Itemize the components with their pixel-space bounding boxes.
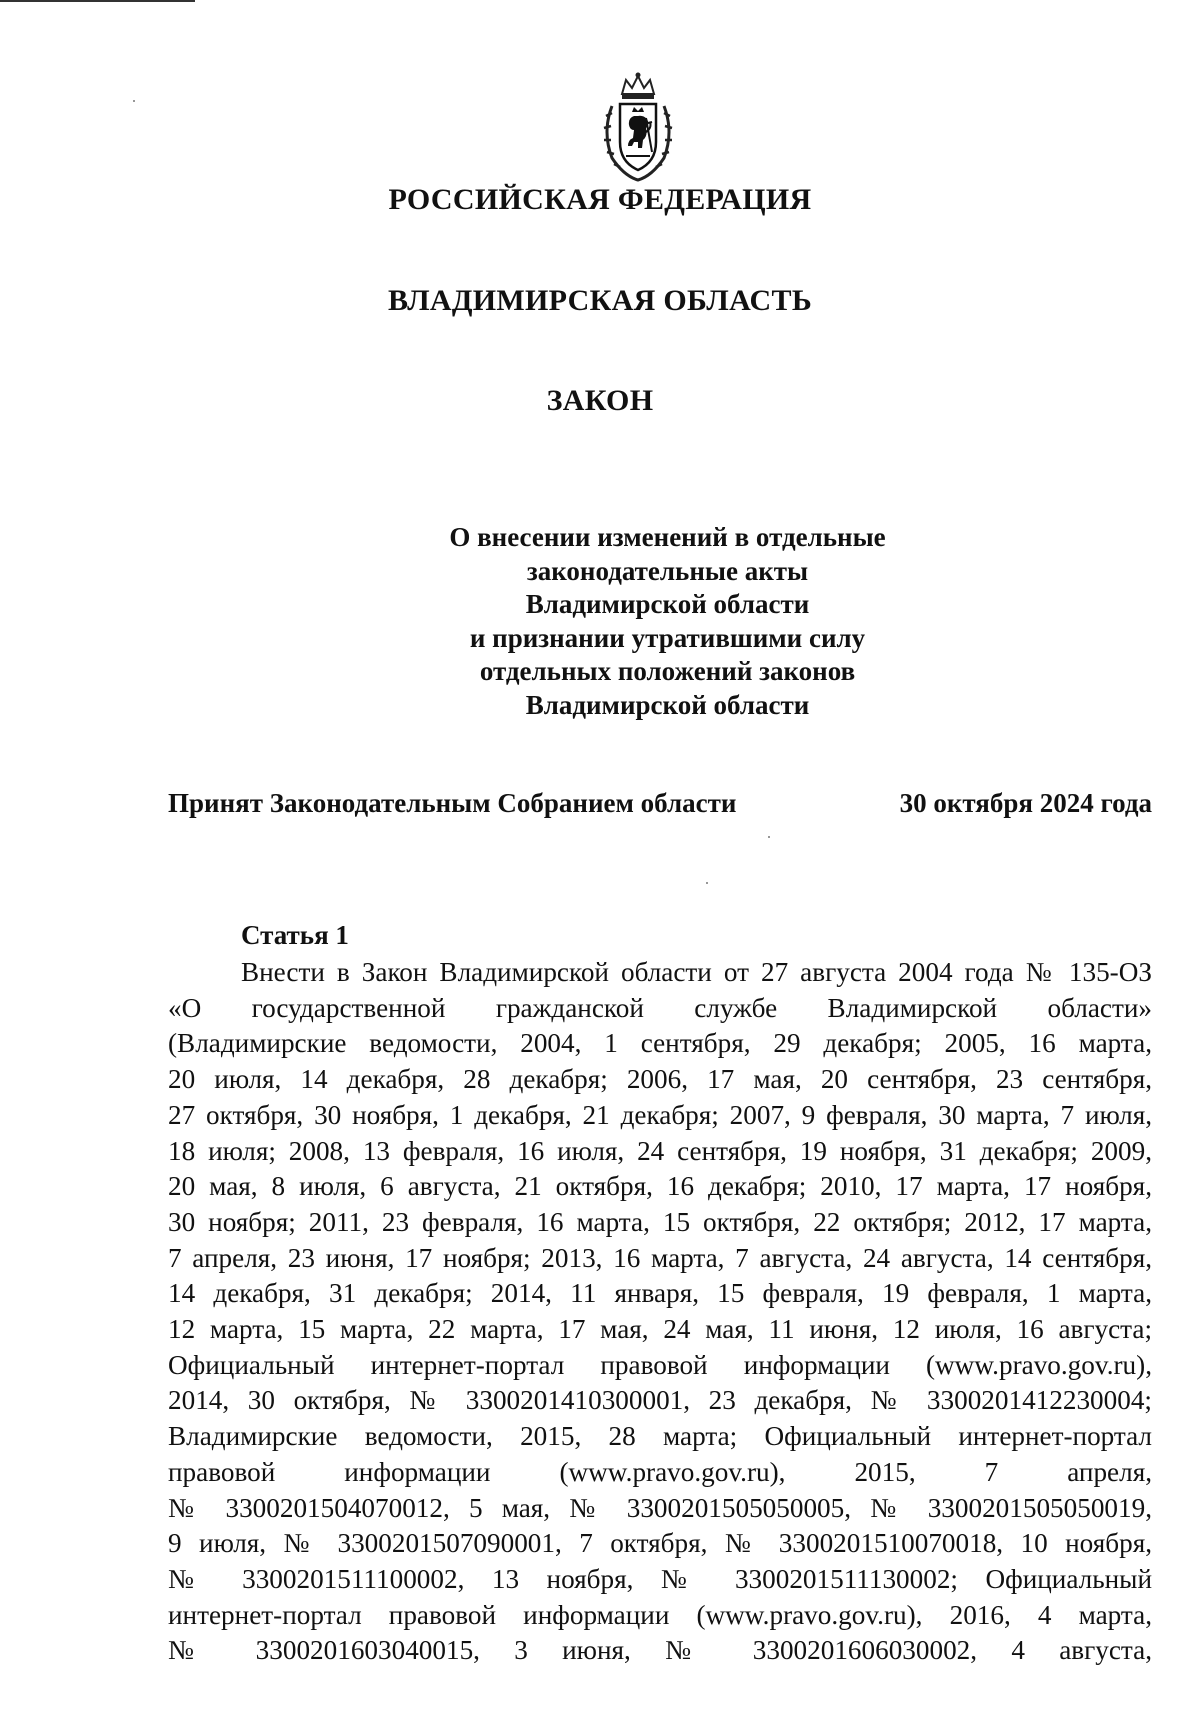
body-line: 7 апреля, 23 июня, 17 ноября; 2013, 16 марта, 7 августа, 24 августа, 14 сентября, <box>168 1242 1152 1273</box>
article-body <box>168 955 1152 1669</box>
body-line: № 3300201504070012, 5 мая, № 3300201505050005, № 3300201505050019, <box>168 1492 1152 1523</box>
body-line: 12 марта, 15 марта, 22 марта, 17 мая, 24 мая, 11 июня, 12 июля, 16 августа; <box>168 1314 1152 1345</box>
scan-speck <box>706 882 708 884</box>
body-line: № 3300201603040015, 3 июня, № 3300201606030002, 4 августа, <box>168 1635 1152 1666</box>
body-line: 20 мая, 8 июля, 6 августа, 21 октября, 16 декабря; 2010, 17 марта, 17 ноября, <box>168 1171 1152 1202</box>
law-title <box>300 521 1035 723</box>
law-title-line: отдельных положений законов <box>479 656 856 687</box>
adopted-by: Принят Законодательным Собранием области <box>168 788 737 818</box>
body-line: «О государственной гражданской службе Владимирской области» <box>168 992 1152 1023</box>
vladimir-coat-of-arms-icon <box>598 72 678 184</box>
law-title-line: и признании утратившими силу <box>469 622 866 653</box>
body-line: интернет-портал правовой информации (www.pravo.gov.ru), 2016, 4 марта, <box>168 1599 1152 1630</box>
law-title-line: законодательные акты <box>526 555 809 586</box>
scan-speck <box>133 100 135 102</box>
body-line: Владимирские ведомости, 2015, 28 марта; Официальный интернет-портал <box>168 1421 1152 1452</box>
federation-heading: РОССИЙСКАЯ ФЕДЕРАЦИЯ <box>388 183 812 216</box>
document-type-heading: ЗАКОН <box>546 384 654 417</box>
body-line: № 3300201511100002, 13 ноября, № 3300201511130002; Официальный <box>168 1563 1152 1594</box>
article-title: Статья 1 <box>241 920 349 950</box>
law-title-line: Владимирской области <box>525 689 810 720</box>
law-title-line: О внесении изменений в отдельные <box>449 522 886 552</box>
body-line: 14 декабря, 31 декабря; 2014, 11 января, 15 февраля, 19 февраля, 1 марта, <box>168 1278 1152 1309</box>
body-line: Внести в Закон Владимирской области от 27 августа 2004 года № 135-ОЗ <box>241 957 1152 987</box>
adopted-date: 30 октября 2024 года <box>899 788 1152 818</box>
body-line: Официальный интернет-портал правовой информации (www.pravo.gov.ru), <box>168 1349 1152 1380</box>
body-line: 20 июля, 14 декабря, 28 декабря; 2006, 17 мая, 20 сентября, 23 сентября, <box>168 1064 1152 1095</box>
body-line: 30 ноября; 2011, 23 февраля, 16 марта, 15 октября, 22 октября; 2012, 17 марта, <box>168 1206 1152 1237</box>
law-title-line: Владимирской области <box>525 589 810 620</box>
top-rule <box>0 0 195 2</box>
scan-speck <box>768 836 770 838</box>
body-line: 9 июля, № 3300201507090001, 7 октября, № 3300201510070018, 10 ноября, <box>168 1528 1152 1559</box>
body-line: 27 октября, 30 ноября, 1 декабря, 21 декабря; 2007, 9 февраля, 30 марта, 7 июля, <box>168 1099 1152 1130</box>
region-heading: ВЛАДИМИРСКАЯ ОБЛАСТЬ <box>388 284 812 317</box>
body-line: (Владимирские ведомости, 2004, 1 сентября, 29 декабря; 2005, 16 марта, <box>168 1028 1152 1059</box>
body-line: 18 июля; 2008, 13 февраля, 16 июля, 24 сентября, 19 ноября, 31 декабря; 2009, <box>168 1135 1152 1166</box>
body-line: правовой информации (www.pravo.gov.ru), 2015, 7 апреля, <box>168 1456 1152 1487</box>
body-line: 2014, 30 октября, № 3300201410300001, 23 декабря, № 3300201412230004; <box>168 1385 1152 1416</box>
